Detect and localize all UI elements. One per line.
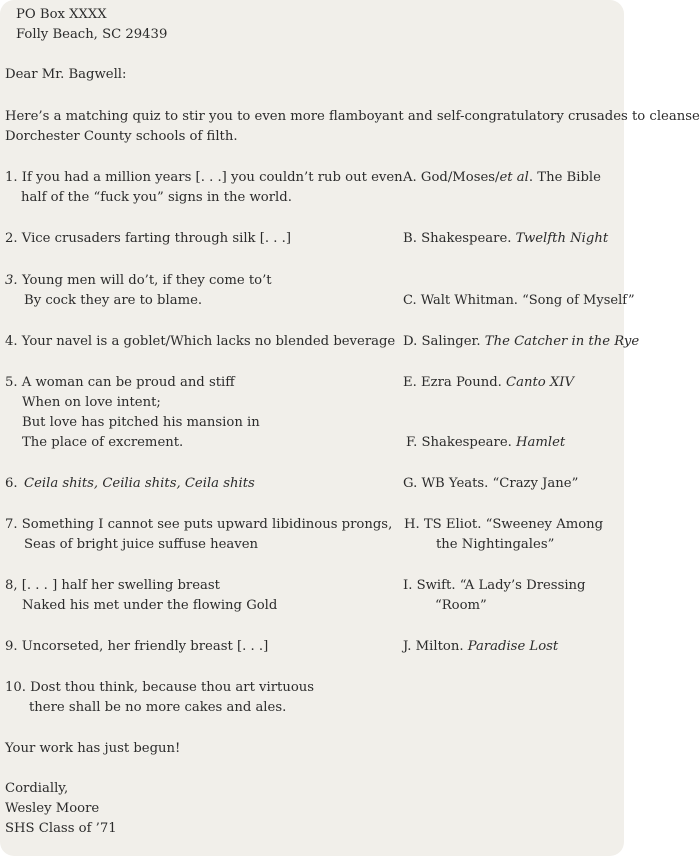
answer-b-italic: Twelfth Night [515,231,609,246]
answer-f-italic: Hamlet [516,435,566,450]
intro-line-1: Here’s a matching quiz to stir you to even more flamboyant and self-congratulatory crusades to cleanse [5,109,700,124]
answer-g: G. WB Yeats. “Crazy Jane” [403,476,579,491]
quote-3-number: 3. [5,273,18,288]
quote-7-line-1: 7. Something I cannot see puts upward libidinous prongs, [5,517,393,532]
answer-h-line-2: the Nightingales” [436,537,555,552]
answer-d [403,332,639,352]
answer-d-text: D. Salinger. [403,334,485,349]
answer-a-text: A. God/Moses/ [403,170,500,185]
signoff: Cordially, [5,781,69,796]
answer-i-line-1: I. Swift. “A Lady’s Dressing [403,578,586,593]
quote-5-line-3: But love has pitched his mansion in [22,415,260,430]
answer-b-text: B. Shakespeare. [403,231,516,246]
closing-line: Your work has just begun! [5,741,181,756]
answer-e-text: E. Ezra Pound. [403,375,507,390]
salutation: Dear Mr. Bagwell: [5,67,127,82]
quote-6-text: Ceila shits, Ceilia shits, Ceila shits [24,476,255,491]
quote-8-line-2: Naked his met under the flowing Gold [22,598,278,613]
answer-j-text: J. Milton. [403,639,468,654]
answer-h-line-1: H. TS Eliot. “Sweeney Among [404,517,604,532]
quote-5-line-2: When on love intent; [22,395,161,410]
quote-7-line-2: Seas of bright juice suffuse heaven [24,537,259,552]
signature-name: Wesley Moore [5,801,100,816]
answer-e [403,373,574,393]
quote-8-line-1: 8, [. . . ] half her swelling breast [5,578,220,593]
answer-f-text: F. Shakespeare. [406,435,517,450]
answer-j-italic: Paradise Lost [467,639,559,654]
quote-2-line-1: 2. Vice crusaders farting through silk [. . .] [5,231,291,246]
quote-6-number: 6. [5,476,18,491]
quote-5-line-4: The place of excrement. [22,435,184,450]
answer-j [403,637,558,657]
quote-1-line-2: half of the “fuck you” signs in the world. [21,190,292,205]
answer-f [406,433,565,453]
answer-c: C. Walt Whitman. “Song of Myself” [403,293,635,308]
quote-3-line-2: By cock they are to blame. [24,293,203,308]
answer-a-italic: et al [499,170,529,185]
answer-d-italic: The Catcher in the Rye [484,334,640,349]
address-line-2: Folly Beach, SC 29439 [16,27,168,42]
quote-4-line-1: 4. Your navel is a goblet/Which lacks no blended beverage [5,334,396,349]
answer-a [403,168,601,188]
answer-e-italic: Canto XIV [506,375,575,390]
address-line-1: PO Box XXXX [16,7,107,22]
answer-i-line-2: “Room” [435,598,487,613]
answer-a-text-end: . The Bible [528,170,601,185]
quote-10-line-2: there shall be no more cakes and ales. [29,700,287,715]
answer-b [403,229,608,249]
signature-class: SHS Class of ’71 [5,821,117,836]
intro-line-2: Dorchester County schools of filth. [5,129,238,144]
quote-3-line-1: Young men will do’t, if they come to’t [22,273,272,288]
quote-9-line-1: 9. Uncorseted, her friendly breast [. . .] [5,639,269,654]
quote-10-line-1: 10. Dost thou think, because thou art virtuous [5,680,315,695]
quote-5-line-1: 5. A woman can be proud and stiff [5,375,235,390]
quote-1-line-1: 1. If you had a million years [. . .] you couldn’t rub out even [5,170,403,185]
